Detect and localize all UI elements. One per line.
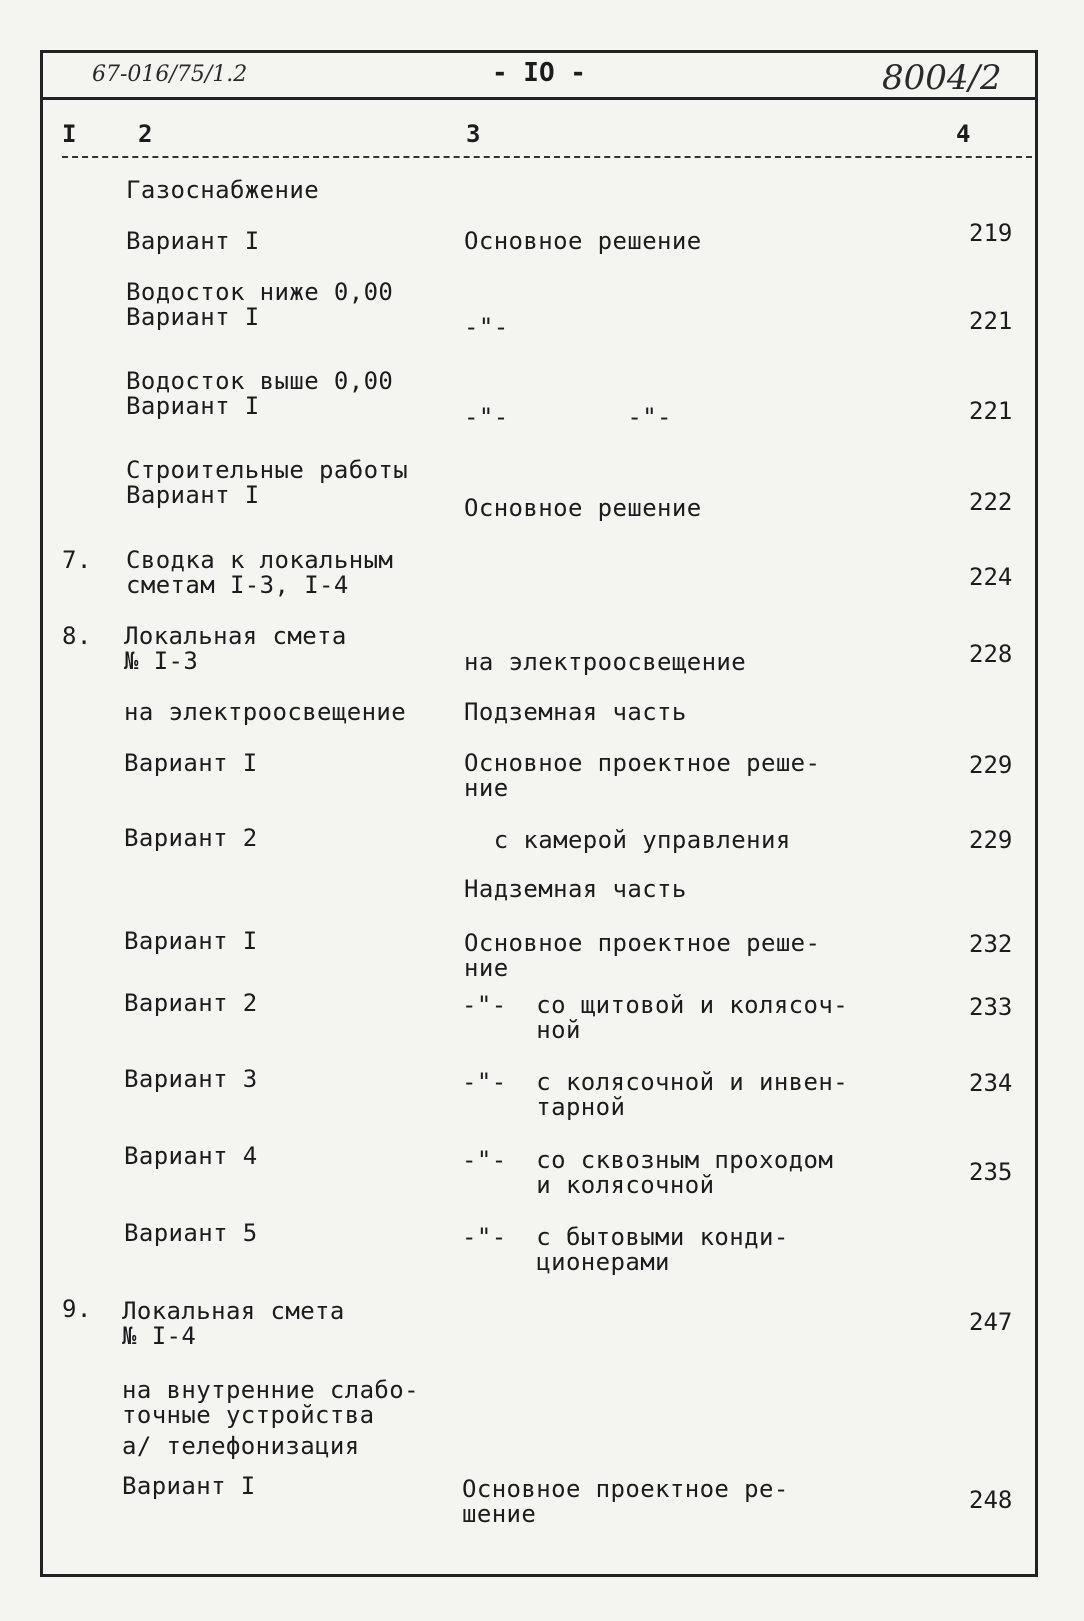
row-1-description: Газоснабжение xyxy=(126,176,320,204)
row-9-description: Вариант I xyxy=(124,749,258,777)
column-header-2: 2 xyxy=(138,120,153,148)
row-2-note: Основное решение xyxy=(464,227,702,255)
row-20-description: Вариант I xyxy=(122,1472,256,1500)
row-13-note: -"- со щитовой и колясоч- ной xyxy=(462,991,849,1044)
row-20-page: 248 xyxy=(969,1486,1013,1514)
row-16-note: -"- с бытовыми конди- ционерами xyxy=(462,1223,789,1276)
row-17-number: 9. xyxy=(62,1295,92,1323)
row-4-page: 221 xyxy=(969,397,1013,425)
row-6-number: 7. xyxy=(62,546,92,574)
row-13-page: 233 xyxy=(969,993,1013,1021)
row-19-description: а/ телефонизация xyxy=(122,1432,360,1460)
row-12-note: Основное проектное реше- ние xyxy=(464,929,821,982)
row-2-page: 219 xyxy=(969,219,1013,247)
row-14-page: 234 xyxy=(969,1069,1013,1097)
row-6-page: 224 xyxy=(969,563,1013,591)
row-3-note: -"- xyxy=(464,313,509,341)
column-header-4: 4 xyxy=(956,120,971,148)
row-20-note: Основное проектное ре- шение xyxy=(462,1475,789,1528)
row-10-description: Вариант 2 xyxy=(124,824,258,852)
page-number: - IO - xyxy=(492,58,586,88)
row-15-description: Вариант 4 xyxy=(124,1142,258,1170)
row-10-page: 229 xyxy=(969,826,1013,854)
row-7-description: Локальная смета № I-3 xyxy=(124,622,347,675)
row-10-note: с камерой управления xyxy=(464,826,791,854)
row-14-note: -"- с колясочной и инвен- тарной xyxy=(462,1068,849,1121)
document-code: 67-016/75/1.2 xyxy=(92,62,248,87)
row-4-description: Водосток выше 0,00 Вариант I xyxy=(126,367,394,420)
row-3-description: Водосток ниже 0,00 Вариант I xyxy=(126,278,394,331)
row-7-page: 228 xyxy=(969,640,1013,668)
row-17-page: 247 xyxy=(969,1308,1013,1336)
row-8-description: на электроосвещение xyxy=(124,698,407,726)
row-9-note: Основное проектное реше- ние xyxy=(464,749,821,802)
row-12-page: 232 xyxy=(969,930,1013,958)
row-5-description: Строительные работы Вариант I xyxy=(126,456,409,509)
row-11-note: Надземная часть xyxy=(464,875,687,903)
column-header-rule xyxy=(62,148,1032,158)
row-12-description: Вариант I xyxy=(124,927,258,955)
document-number: 8004/2 xyxy=(882,58,1002,98)
row-4-note: -"- -"- xyxy=(464,403,672,431)
column-header-3: 3 xyxy=(466,120,481,148)
row-14-description: Вариант 3 xyxy=(124,1065,258,1093)
row-16-description: Вариант 5 xyxy=(124,1219,258,1247)
row-17-description: Локальная смета № I-4 xyxy=(122,1297,345,1350)
row-7-note: на электроосвещение xyxy=(464,648,747,676)
row-3-page: 221 xyxy=(969,307,1013,335)
row-7-number: 8. xyxy=(62,622,92,650)
row-5-note: Основное решение xyxy=(464,494,702,522)
row-8-note: Подземная часть xyxy=(464,698,687,726)
row-15-page: 235 xyxy=(969,1158,1013,1186)
row-9-page: 229 xyxy=(969,751,1013,779)
row-15-note: -"- со сквозным проходом и колясочной xyxy=(462,1146,834,1199)
row-13-description: Вариант 2 xyxy=(124,989,258,1017)
row-6-description: Сводка к локальным сметам I-3, I-4 xyxy=(126,546,394,599)
row-5-page: 222 xyxy=(969,488,1013,516)
row-18-description: на внутренние слабо- точные устройства xyxy=(122,1376,419,1429)
row-2-description: Вариант I xyxy=(126,227,260,255)
column-header-1: I xyxy=(62,120,77,148)
